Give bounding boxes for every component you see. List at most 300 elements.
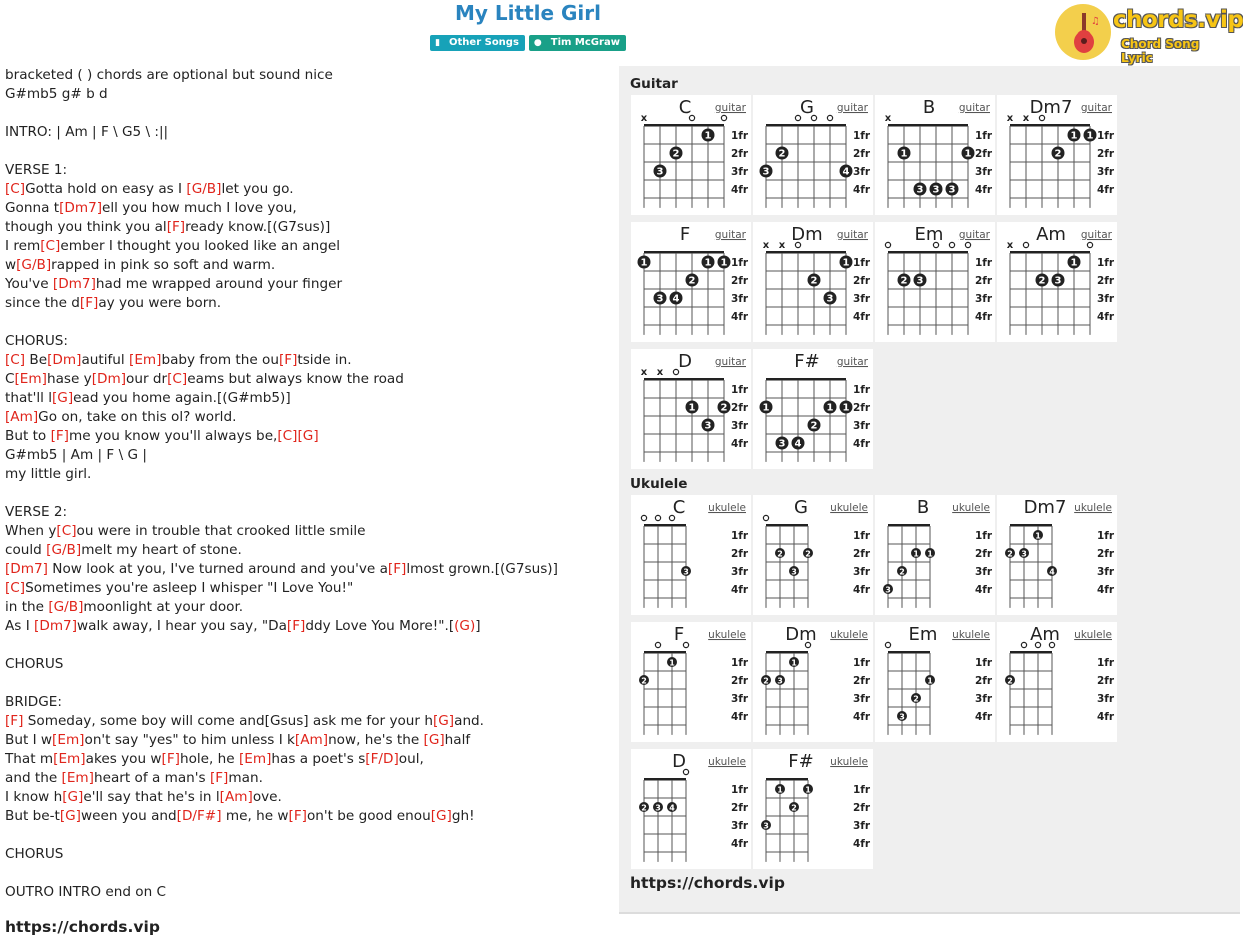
lyric-text: w [5,257,17,273]
ukulele-chord-svg [753,749,873,869]
fret-label: 1fr [731,657,749,669]
lyric-text: Be [25,352,48,368]
fret-label: 4fr [731,311,749,323]
instrument-link[interactable]: ukulele [830,756,868,768]
chord-diagram-panel [619,66,1240,914]
guitar-chord-svg [997,222,1117,342]
chord-name: G [800,97,814,118]
lyric-text: ove. [252,789,282,805]
fret-label: 2fr [853,402,871,414]
lyric-text: lmost grown.[(G7sus)] [406,561,558,577]
chord-name: F [673,624,685,645]
chord-name: F [679,224,691,245]
instrument-link[interactable]: guitar [836,102,868,114]
lyric-text: G#mb5 g# b d [5,86,108,102]
lyric-line [5,541,610,560]
fret-label: 1fr [853,384,871,396]
finger-number: 1 [964,148,972,160]
instrument-link[interactable]: guitar [836,356,868,368]
chord-link[interactable]: [C] [5,580,26,596]
finger-number: 3 [1054,275,1062,287]
finger-number: 3 [791,567,797,577]
chord-link[interactable]: [Em] [129,352,162,368]
instrument-link[interactable]: guitar [714,102,746,114]
chord-link[interactable]: [G/B] [16,257,52,273]
fret-label: 4fr [853,438,871,450]
chord-link[interactable]: [Em] [61,770,94,786]
chord-name: B [916,497,930,518]
fret-label: 2fr [853,148,871,160]
chord-link[interactable]: [Em] [14,371,47,387]
chord-link[interactable]: [C] [277,428,298,444]
chord-link[interactable]: [F] [278,352,298,368]
fret-label: 4fr [1097,711,1115,723]
lyric-text: and. [454,713,485,729]
lyric-text: though you think you al [5,219,167,235]
fret-label: 1fr [975,130,993,142]
guitar-chord-svg [753,222,873,342]
chord-link[interactable]: [Dm] [47,352,82,368]
fret-label: 3fr [853,566,871,578]
lyric-text: could [5,542,47,558]
chord-link[interactable]: [Em] [52,732,85,748]
finger-number: 2 [763,676,769,686]
fret-label: 2fr [1097,148,1115,160]
chord-name: Am [1036,224,1066,245]
lyric-text: I rem [5,238,41,254]
open-string-marker [795,115,800,120]
lyric-text: our dr [126,371,168,387]
finger-number: 2 [777,549,783,559]
chord-name: Dm [785,624,817,645]
lyric-text: Sometimes you're asleep I whisper "I Love You!" [25,580,354,596]
lyric-text: But to [5,428,51,444]
fret-label: 3fr [853,420,871,432]
finger-number: 2 [672,148,680,160]
other-songs-badge[interactable] [430,35,525,51]
finger-number: 2 [641,676,647,686]
lyric-text: ] [475,618,481,634]
ukulele-chord-diagram[interactable] [997,622,1117,742]
fret-label: 2fr [731,148,749,160]
ukulele-chord-svg [753,495,873,615]
fret-label: 4fr [1097,584,1115,596]
lyric-text: baby from the ou [161,352,279,368]
fret-label: 2fr [975,675,993,687]
ukulele-chord-diagram[interactable] [631,495,751,615]
guitar-chord-svg [753,95,873,215]
finger-number: 1 [704,257,712,269]
chord-link[interactable]: [G] [59,808,81,824]
finger-number: 3 [683,567,689,577]
instrument-link[interactable]: ukulele [1074,502,1112,514]
fret-label: 1fr [975,257,993,269]
chord-link[interactable]: [C] [56,523,77,539]
svg-text:♫: ♫ [1091,16,1100,27]
lyric-text: hase y [46,371,92,387]
finger-number: 1 [842,257,850,269]
lyric-text: walk away, I hear you say, "Da [77,618,287,634]
muted-string-marker: x [1022,113,1030,124]
ukulele-chord-diagram[interactable] [875,495,995,615]
guitar-chord-diagram[interactable] [753,349,873,469]
chord-name: C [678,97,692,118]
guitar-chord-diagram[interactable] [753,222,873,342]
user-icon: ● [533,38,542,48]
lyric-text: since the d [5,295,80,311]
lyric-text: ween you and [80,808,177,824]
guitar-chord-diagram[interactable] [753,95,873,215]
chord-name: Dm7 [1023,497,1067,518]
finger-number: 2 [913,694,919,704]
instrument-link[interactable]: ukulele [708,756,746,768]
chord-link[interactable]: [G/B] [48,599,84,615]
lyric-line [5,883,610,902]
lyric-text: G#mb5 | Am | F \ G | [5,447,147,463]
instrument-link[interactable]: ukulele [830,502,868,514]
open-string-marker [965,242,970,247]
finger-number: 3 [932,184,940,196]
guitar-chord-diagram[interactable] [997,222,1117,342]
fret-label: 2fr [975,275,993,287]
fret-label: 1fr [1097,530,1115,542]
lyric-line [5,579,610,598]
lyric-line [5,522,610,541]
finger-number: 4 [672,293,680,305]
lyric-line [5,617,610,636]
chord-link[interactable]: [G/B] [186,181,222,197]
fret-label: 3fr [1097,166,1115,178]
fret-label: 3fr [731,293,749,305]
lyric-text: When y [5,523,57,539]
ukulele-chord-diagram[interactable] [753,495,873,615]
lyric-text: on't be good enou [306,808,431,824]
guitar-chord-svg [875,95,995,215]
finger-number: 1 [913,549,919,559]
other-songs-label: Other Songs [449,37,519,48]
open-string-marker [811,115,816,120]
lyric-line [5,313,610,332]
instrument-link[interactable]: ukulele [952,502,990,514]
instrument-link[interactable]: guitar [714,229,746,241]
lyric-text: oul, [398,751,424,767]
lyric-text: ready know.[(G7sus)] [185,219,331,235]
finger-number: 3 [778,438,786,450]
chord-link[interactable]: [C] [5,181,26,197]
finger-number: 2 [810,420,818,432]
fret-label: 1fr [731,130,749,142]
fret-label: 4fr [853,311,871,323]
lyric-line [5,655,610,674]
fret-label: 3fr [975,566,993,578]
guitar-chord-diagram[interactable] [631,222,751,342]
fret-label: 2fr [731,402,749,414]
instrument-link[interactable]: ukulele [952,629,990,641]
chord-link[interactable]: [G] [52,390,74,406]
chord-link[interactable]: [F] [79,295,99,311]
chord-link[interactable]: [F] [288,808,307,824]
lyric-text: Go on, take on this ol? world. [38,409,237,425]
instrument-link[interactable]: guitar [958,102,990,114]
chord-name: Em [914,224,944,245]
footer-url[interactable]: https://chords.vip [5,918,160,936]
finger-number: 1 [777,785,783,795]
lyric-text: ay you were born. [98,295,222,311]
fret-label: 3fr [853,166,871,178]
artist-badge[interactable] [529,35,626,51]
guitar-chord-diagram[interactable] [875,222,995,342]
finger-number: 3 [777,676,783,686]
lyric-text: You've [5,276,53,292]
open-string-marker [641,515,646,520]
fret-label: 3fr [853,820,871,832]
finger-number: 2 [778,148,786,160]
chord-link[interactable]: [G] [62,789,84,805]
lyric-line [5,332,610,351]
finger-number: 3 [826,293,834,305]
lyric-text: melt my heart of stone. [81,542,242,558]
finger-number: 1 [927,676,933,686]
guitar-chord-svg [997,95,1117,215]
lyric-text: But I w [5,732,53,748]
lyric-line [5,218,610,237]
finger-number: 1 [762,402,770,414]
chord-link[interactable]: [F] [286,618,306,634]
lyric-text: CHORUS [5,846,64,862]
chord-link[interactable]: [Dm7] [34,618,78,634]
chord-link[interactable]: [G] [432,713,455,729]
finger-number: 1 [669,658,675,668]
instrument-link[interactable]: ukulele [830,629,868,641]
finger-number: 3 [1021,549,1027,559]
finger-number: 1 [900,148,908,160]
fret-label: 2fr [731,802,749,814]
finger-number: 2 [1054,148,1062,160]
lyric-line [5,370,610,389]
ukulele-chord-svg [875,495,995,615]
lyric-line [5,560,610,579]
ukulele-chord-diagram[interactable] [875,622,995,742]
lyric-text: has a poet's s [271,751,366,767]
guitar-chord-svg [631,95,751,215]
lyric-line [5,294,610,313]
fret-label: 2fr [853,802,871,814]
site-logo[interactable] [1054,3,1243,65]
chord-link[interactable]: [Am] [5,409,39,425]
finger-number: 1 [791,658,797,668]
book-icon: ▮ [435,38,441,48]
fret-label: 2fr [1097,675,1115,687]
chord-link[interactable]: [Dm7] [5,561,48,577]
lyric-text: ember I thought you looked like an angel [60,238,340,254]
instrument-link[interactable]: ukulele [708,502,746,514]
lyric-line [5,826,610,845]
lyric-line [5,85,610,104]
lyric-text: moonlight at your door. [83,599,244,615]
chord-name: Em [908,624,938,645]
lyric-text: half [444,732,471,748]
finger-number: 2 [641,803,647,813]
guitar-chord-diagram[interactable] [631,95,751,215]
fret-label: 1fr [731,784,749,796]
fret-label: 3fr [975,166,993,178]
finger-number: 1 [805,785,811,795]
lyric-line [5,275,610,294]
open-string-marker [885,642,890,647]
chord-link[interactable]: [G/B] [46,542,82,558]
chord-name: G [794,497,808,518]
lyric-text: CHORUS [5,656,64,672]
instrument-link[interactable]: guitar [958,229,990,241]
chord-link[interactable]: [F] [5,713,24,729]
guitar-section-title: Guitar [630,76,678,92]
fret-label: 3fr [731,820,749,832]
ukulele-chord-diagram[interactable] [753,622,873,742]
lyric-line [5,351,610,370]
open-string-marker [1021,642,1026,647]
finger-number: 1 [720,257,728,269]
lyric-text: rapped in pink so soft and warm. [51,257,276,273]
muted-string-marker: x [884,113,892,124]
fret-label: 4fr [975,584,993,596]
chord-name: C [672,497,686,518]
fret-label: 4fr [731,584,749,596]
open-string-marker [673,369,678,374]
guitar-chord-diagram[interactable] [875,95,995,215]
lyric-line [5,693,610,712]
lyric-line [5,598,610,617]
chord-link[interactable]: [F/D] [365,751,399,767]
finger-number: 2 [688,275,696,287]
chord-link[interactable]: [F] [50,428,69,444]
chord-link[interactable]: [F] [166,219,186,235]
fret-label: 3fr [731,420,749,432]
ukulele-chord-diagram[interactable] [997,495,1117,615]
chord-link[interactable]: [C] [167,371,188,387]
lyric-text: ou were in trouble that crooked little smile [76,523,366,539]
fret-label: 3fr [975,693,993,705]
chord-link[interactable]: [Em] [53,751,86,767]
lyric-text: let you go. [221,181,294,197]
open-string-marker [827,115,832,120]
instrument-link[interactable]: ukulele [708,629,746,641]
chord-link[interactable]: [G] [423,732,445,748]
lyric-text: gh! [451,808,475,824]
instrument-link[interactable]: guitar [714,356,746,368]
fret-label: 1fr [975,657,993,669]
fret-label: 4fr [731,438,749,450]
finger-number: 3 [885,585,891,595]
chord-link[interactable]: [Dm] [91,371,127,387]
ukulele-chord-svg [631,495,751,615]
chord-link[interactable]: [F] [161,751,180,767]
instrument-link[interactable]: guitar [836,229,868,241]
open-string-marker [683,642,688,647]
finger-number: 1 [1086,130,1094,142]
guitar-logo-icon [1055,4,1111,60]
ukulele-chord-diagram[interactable] [631,749,751,869]
lyric-text: that'll l [5,390,52,406]
lyric-line [5,237,610,256]
lyric-text: OUTRO INTRO end on C [5,884,167,900]
chord-link[interactable]: [C] [5,352,26,368]
fret-label: 4fr [975,184,993,196]
lyric-line [5,465,610,484]
open-string-marker [655,642,660,647]
chord-link[interactable]: [C] [40,238,61,254]
ukulele-chord-diagram[interactable] [631,622,751,742]
fret-label: 3fr [1097,566,1115,578]
chord-name: Dm7 [1029,97,1073,118]
chord-name: F# [788,751,814,772]
fret-label: 2fr [1097,275,1115,287]
fret-label: 2fr [731,275,749,287]
guitar-chord-diagram[interactable] [997,95,1117,215]
chord-link[interactable]: [G] [297,428,319,444]
ukulele-section-title: Ukulele [630,476,688,492]
chord-name: F# [794,351,820,372]
open-string-marker [1023,242,1028,247]
lyric-line [5,427,610,446]
muted-string-marker: x [762,240,770,251]
open-string-marker [721,115,726,120]
fret-label: 1fr [853,130,871,142]
chord-link[interactable]: [Am] [294,732,329,748]
chord-link[interactable]: [D/F#] [176,808,222,824]
finger-number: 2 [791,803,797,813]
chord-name: Am [1030,624,1060,645]
finger-number: 2 [1007,676,1013,686]
chord-link[interactable]: [Em] [238,751,272,767]
chord-link[interactable]: [Dm7] [59,200,103,216]
fret-label: 4fr [975,711,993,723]
lyric-text: Gotta hold on easy as I [25,181,187,197]
lyric-line [5,104,610,123]
instrument-link[interactable]: guitar [1080,229,1112,241]
fret-label: 1fr [853,530,871,542]
lyric-text: had me wrapped around your finger [95,276,343,292]
fret-label: 3fr [731,693,749,705]
chord-link[interactable]: (G) [454,618,476,634]
lyric-text: on't say "yes" to him unless I k [84,732,295,748]
finger-number: 2 [1007,549,1013,559]
chord-link[interactable]: [Dm7] [52,276,96,292]
finger-number: 1 [1070,130,1078,142]
ukulele-chord-diagram[interactable] [753,749,873,869]
chord-link[interactable]: [Am] [219,789,253,805]
lyric-text: VERSE 1: [5,162,68,178]
chord-link[interactable]: [G] [430,808,452,824]
fret-label: 2fr [853,548,871,560]
chord-link[interactable]: [F] [387,561,407,577]
lyric-text: Someday, some boy will come and[Gsus] ask me for your h [23,713,433,729]
muted-string-marker: x [778,240,786,251]
fret-label: 1fr [731,530,749,542]
chord-link[interactable]: [F] [209,770,229,786]
panel-url[interactable]: https://chords.vip [630,874,785,892]
guitar-chord-diagram[interactable] [631,349,751,469]
instrument-link[interactable]: guitar [1080,102,1112,114]
muted-string-marker: x [1006,113,1014,124]
muted-string-marker: x [640,367,648,378]
open-string-marker [885,242,890,247]
open-string-marker [763,515,768,520]
lyric-text: As I [5,618,35,634]
instrument-link[interactable]: ukulele [1074,629,1112,641]
fret-label: 1fr [731,384,749,396]
ukulele-chord-svg [997,495,1117,615]
lyric-line [5,788,610,807]
